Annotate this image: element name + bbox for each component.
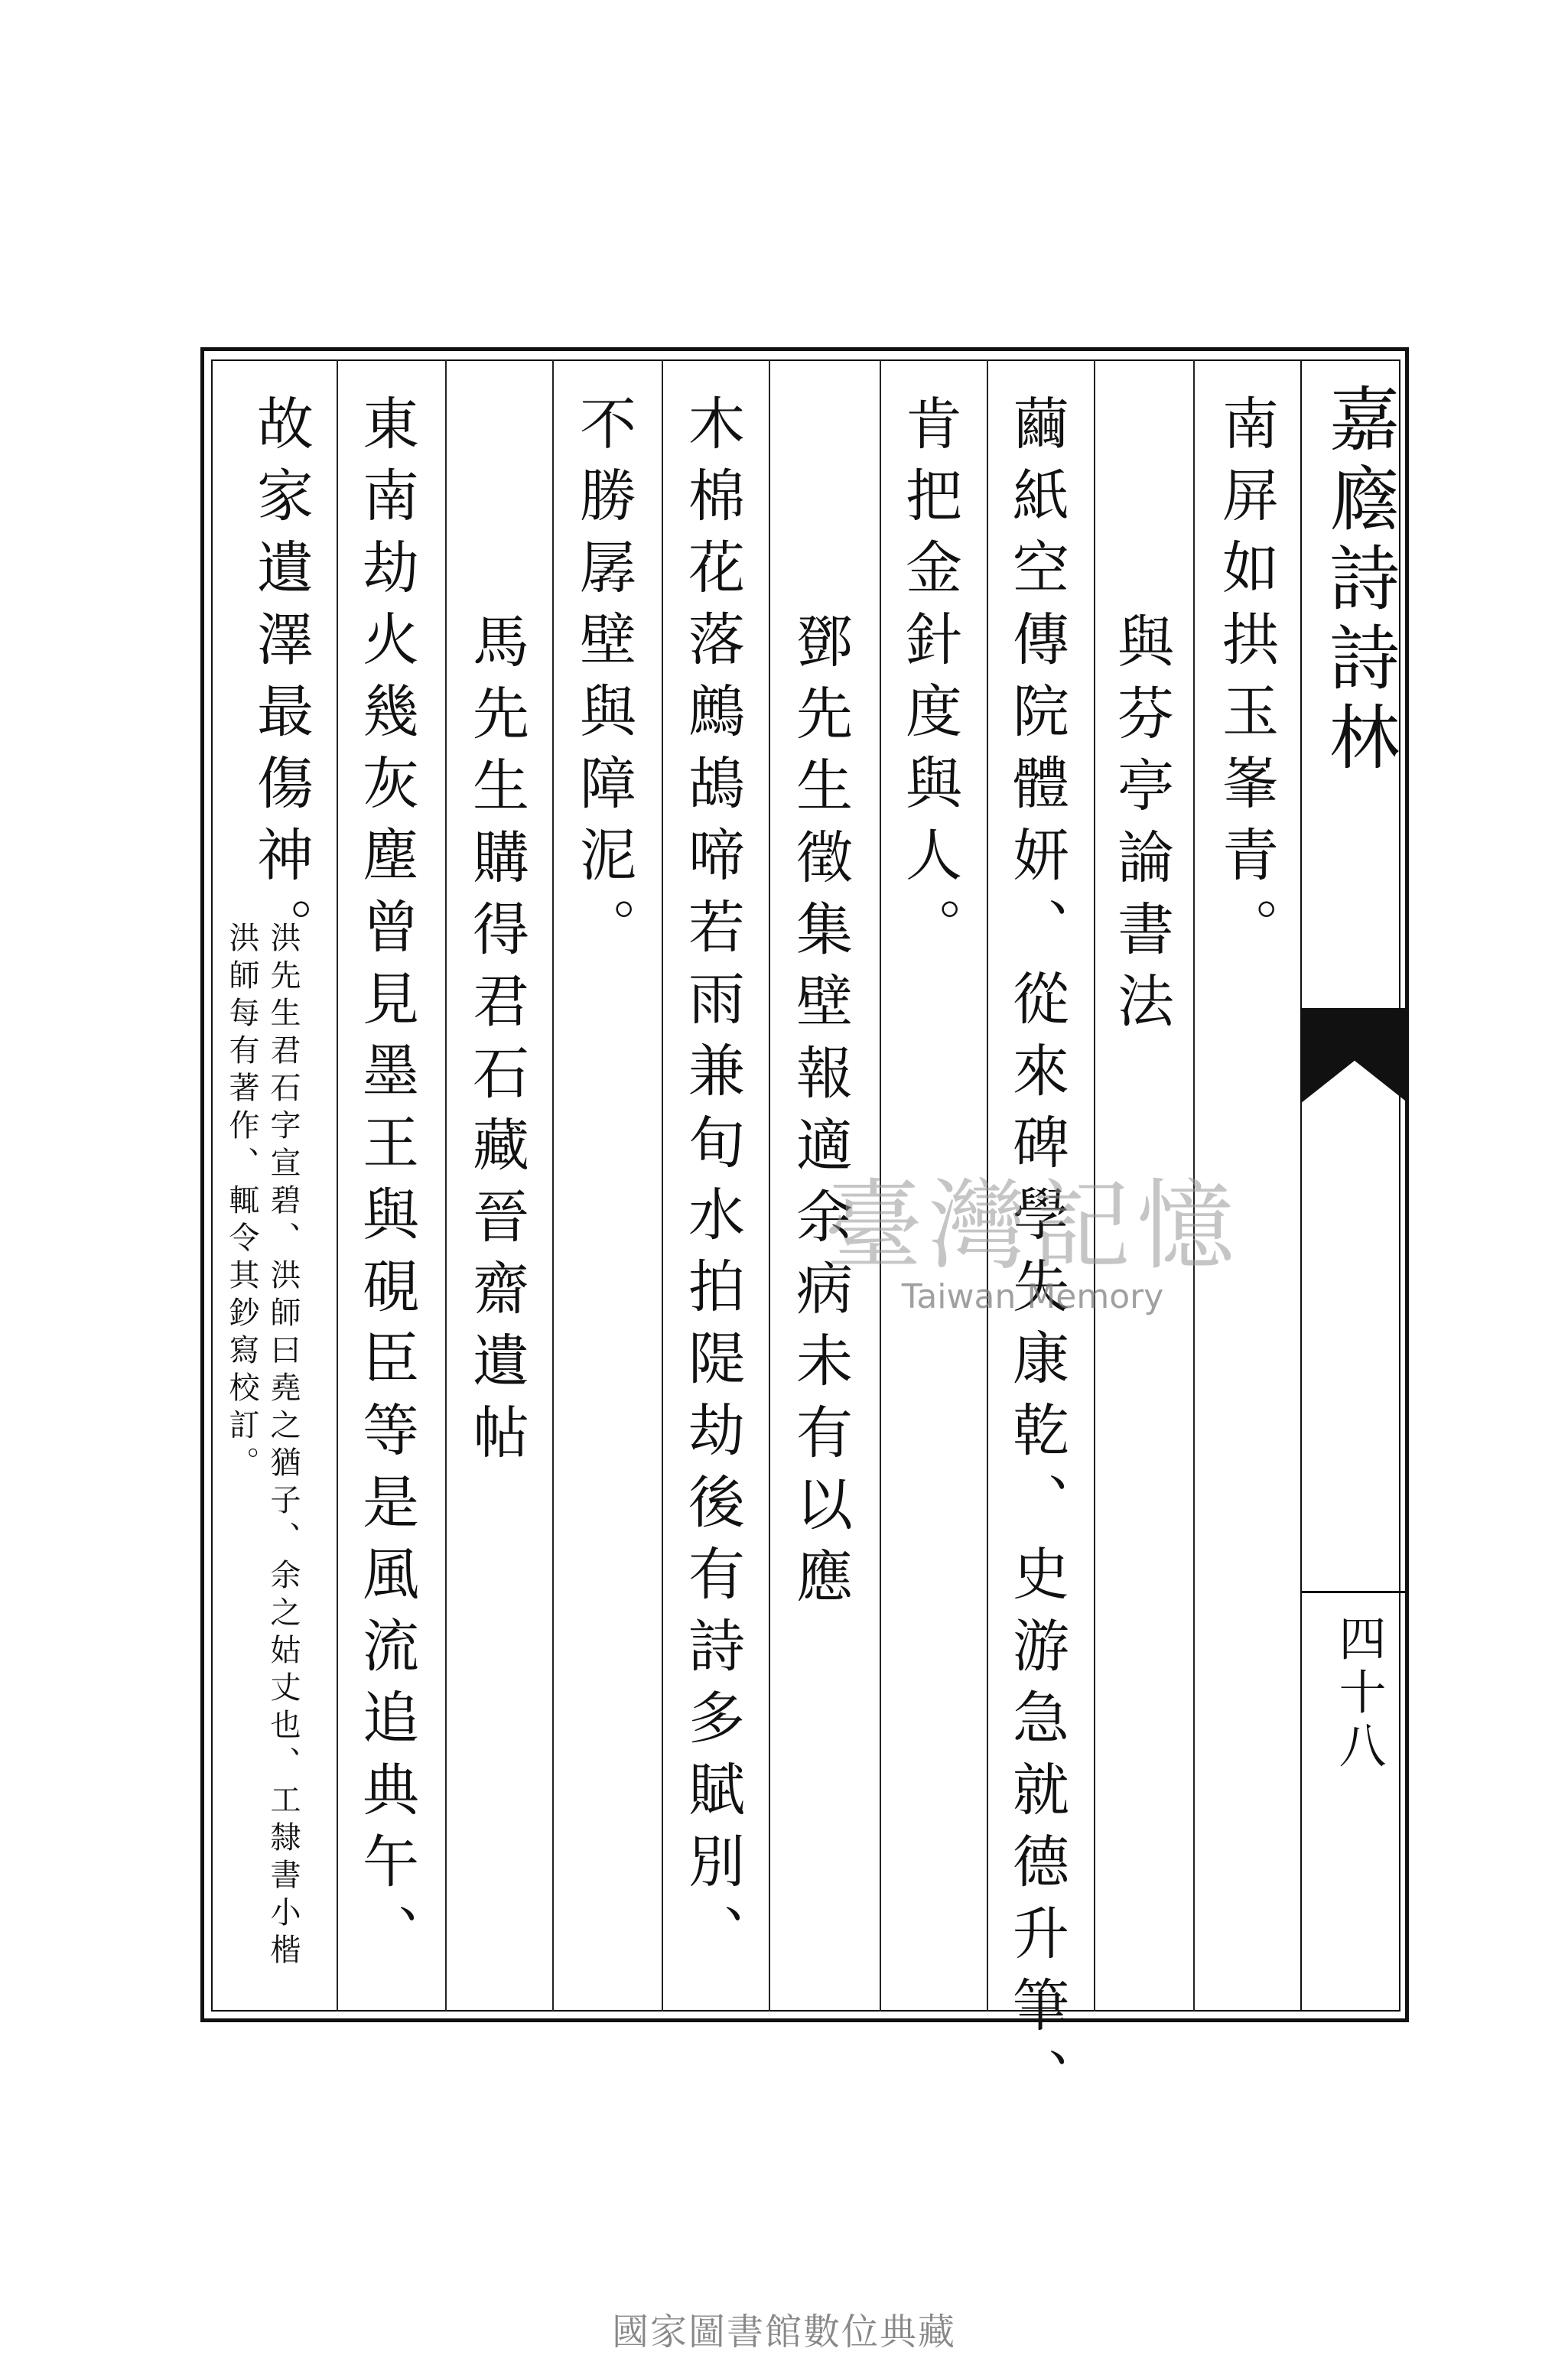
column-rule <box>552 359 554 2012</box>
text-column-9: 東南劫火幾灰塵曾見墨王與硯臣等是風流追典午、 <box>353 394 419 1976</box>
watermark-main: 臺灣記憶 <box>824 1169 1241 1283</box>
column-rule <box>1094 359 1095 2012</box>
annotation-line-1: 洪先生君石字宣碧、洪師曰堯之猶子、余之姑丈也、工隸書小楷 <box>265 922 301 1971</box>
text-column-8: 馬先生購得君石藏晉齋遺帖 <box>464 612 529 1475</box>
column-rule <box>880 359 881 2012</box>
watermark-sub: Taiwan Memory <box>901 1277 1164 1316</box>
text-column-7: 不勝孱壁與障泥。 <box>571 394 636 969</box>
footer-credit: 國家圖書館數位典藏 <box>611 2311 956 2353</box>
folio-number: 四十八 <box>1331 1614 1387 1774</box>
annotation-line-2: 洪師每有著作、輒令其鈔寫校訂。 <box>224 922 259 1484</box>
text-column-6: 木棉花落鷓鴣啼若雨兼旬水拍隄劫後有詩多賦別、 <box>679 394 745 1976</box>
book-title: 嘉廕詩詩林 <box>1318 382 1400 780</box>
column-rule <box>769 359 770 2012</box>
fold-line <box>1300 359 1302 2012</box>
text-column-3: 繭紙空傳院體妍、從來碑學失康乾、史游急就德升筆、 <box>1004 394 1069 2119</box>
column-rule <box>987 359 988 2012</box>
fold-divider <box>1300 1591 1409 1593</box>
text-column-5: 鄧先生徵集壁報適余病未有以應 <box>787 612 853 1618</box>
text-column-4: 肯把金針度與人。 <box>896 394 962 969</box>
text-column-1: 南屏如拱玉峯青。 <box>1213 394 1279 969</box>
column-rule <box>445 359 447 2012</box>
text-column-2: 與芬亭論書法 <box>1108 612 1174 1043</box>
text-column-10: 故家遺澤最傷神。 <box>248 394 314 969</box>
column-rule <box>337 359 338 2012</box>
column-rule <box>662 359 663 2012</box>
column-rule <box>1193 359 1195 2012</box>
